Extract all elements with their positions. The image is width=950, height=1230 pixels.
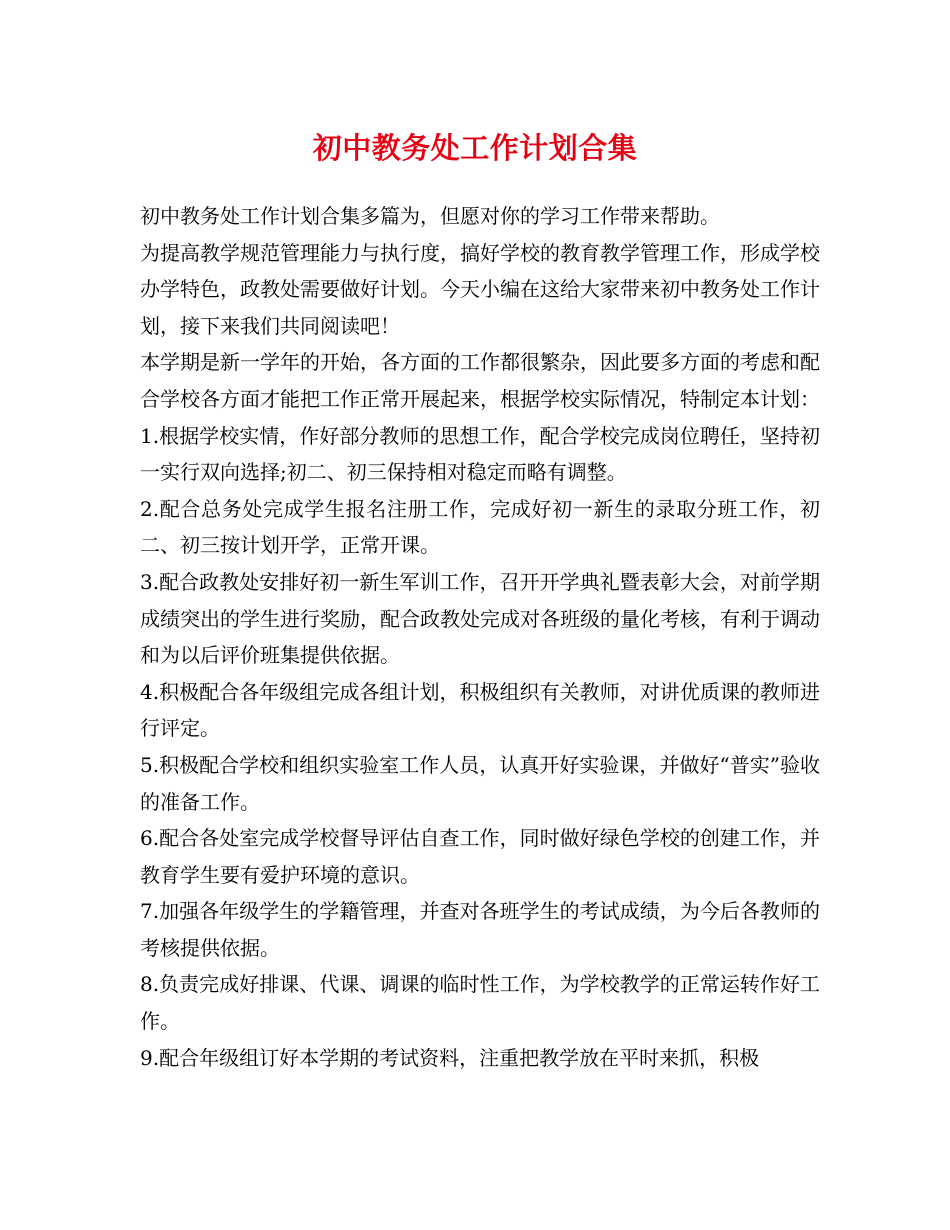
paragraph-item-6: 6.配合各处室完成学校督导评估自查工作，同时做好绿色学校的创建工作，并教育学生要有爱护环境的意识。	[140, 826, 820, 887]
paragraph-purpose: 为提高教学规范管理能力与执行度，搞好学校的教育教学管理工作，形成学校办学特色，政教处需要做好计划。今天小编在这给大家带来初中教务处工作计划，接下来我们共同阅读吧！	[140, 240, 820, 338]
document-title: 初中教务处工作计划合集	[312, 131, 638, 165]
paragraph-overview: 本学期是新一学年的开始，各方面的工作都很繁杂，因此要多方面的考虑和配合学校各方面才能把工作正常开展起来，根据学校实际情况，特制定本计划：	[140, 350, 820, 411]
paragraph-item-4: 4.积极配合各年级组完成各组计划，积极组织有关教师，对讲优质课的教师进行评定。	[140, 679, 820, 741]
paragraph-item-8: 8.负责完成好排课、代课、调课的临时性工作，为学校教学的正常运转作好工作。	[140, 972, 820, 1034]
paragraph-item-5: 5.积极配合学校和组织实验室工作人员，认真开好实验课，并做好“普实”验收的准备工作。	[140, 752, 820, 814]
paragraph-item-3: 3.配合政教处安排好初一新生军训工作，召开开学典礼暨表彰大会，对前学期成绩突出的学生进行奖励，配合政教处完成对各班级的量化考核，有利于调动和为以后评价班集提供依据。	[140, 569, 820, 668]
paragraph-item-2: 2.配合总务处完成学生报名注册工作，完成好初一新生的录取分班工作，初二、初三按计划开学，正常开课。	[140, 496, 820, 558]
paragraph-item-9: 9.配合年级组订好本学期的考试资料，注重把教学放在平时来抓，积极	[140, 1045, 760, 1070]
paragraph-item-1: 1.根据学校实情，作好部分教师的思想工作，配合学校完成岗位聘任，坚持初一实行双向选择;初二、初三保持相对稳定而略有调整。	[140, 423, 820, 485]
document-body	[140, 198, 820, 1076]
paragraph-item-7: 7.加强各年级学生的学籍管理，并查对各班学生的考试成绩，为今后各教师的考核提供依据。	[140, 899, 820, 960]
paragraph-intro: 初中教务处工作计划合集多篇为，但愿对你的学习工作带来帮助。	[140, 204, 720, 228]
